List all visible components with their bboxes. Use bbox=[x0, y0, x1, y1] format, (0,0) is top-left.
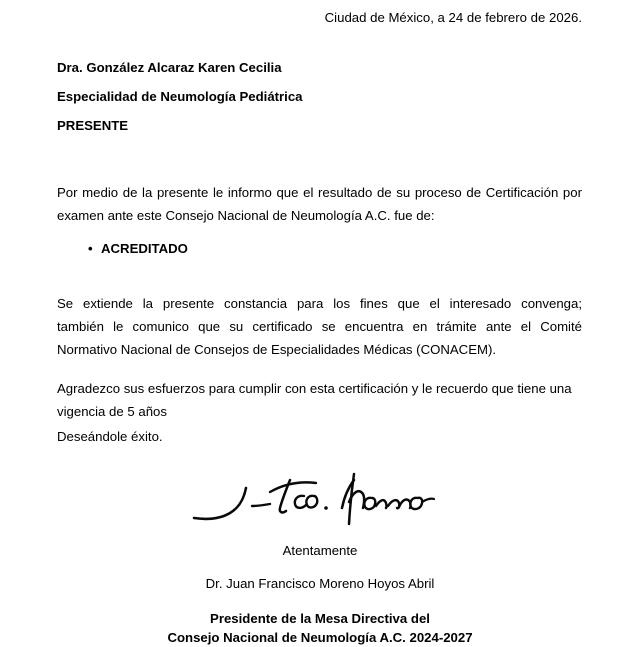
handwritten-signature-icon bbox=[186, 462, 446, 534]
result-list bbox=[57, 239, 582, 259]
body-paragraph-line-2: también le comunico que su certificado se encuentra en trámite ante el Comité bbox=[57, 319, 582, 334]
signer-title bbox=[0, 609, 640, 647]
addressee-name: Dra. González Alcaraz Karen Cecilia bbox=[57, 60, 282, 75]
body-paragraph-line-1: Se extiende la presente constancia para los fines que el interesado convenga; bbox=[57, 296, 582, 311]
bullet-icon: • bbox=[88, 241, 93, 256]
second-paragraph: Agradezco sus esfuerzos para cumplir con esta certificación y le recuerdo que tiene una vigencia de 5 años bbox=[57, 381, 572, 420]
closing-wish: Deseándole éxito. bbox=[57, 429, 163, 444]
signer-title-line-2: Consejo Nacional de Neumología A.C. 2024-2027 bbox=[167, 630, 473, 645]
signature-area bbox=[186, 462, 446, 534]
addressee-specialty: Especialidad de Neumología Pediátrica bbox=[57, 89, 303, 104]
result-list-item bbox=[57, 239, 582, 259]
result-label: ACREDITADO bbox=[101, 241, 188, 256]
signer-title-line-1: Presidente de la Mesa Directiva del bbox=[210, 611, 430, 626]
date-line: Ciudad de México, a 24 de febrero de 2026. bbox=[324, 10, 582, 25]
addressee-presente: PRESENTE bbox=[57, 118, 129, 133]
intro-paragraph: Por medio de la presente le informo que el resultado de su proceso de Certificación por examen ante este Consejo Nacional de Neumología A.C. fue de: bbox=[57, 185, 582, 224]
signer-name: Dr. Juan Francisco Moreno Hoyos Abril bbox=[205, 576, 435, 591]
addressee-block bbox=[57, 60, 303, 133]
body-paragraph bbox=[57, 292, 582, 361]
signoff-atentamente: Atentamente bbox=[282, 543, 358, 558]
body-paragraph-line-3: Normativo Nacional de Consejos de Especialidades Médicas (CONACEM). bbox=[57, 342, 497, 357]
